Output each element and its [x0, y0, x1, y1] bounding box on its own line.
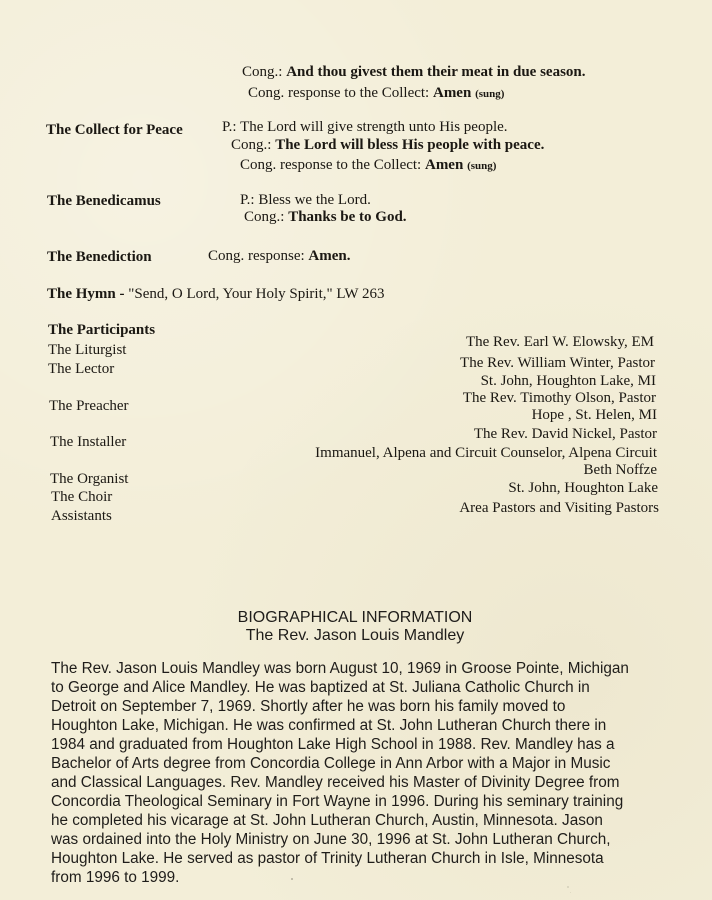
participant-role: The Preacher: [49, 398, 129, 414]
small-note: (sung): [467, 160, 497, 172]
bio-line: 1984 and graduated from Houghton Lake High School in 1988. Rev. Mandley has a: [51, 736, 615, 753]
participant-name: Immanuel, Alpena and Circuit Counselor, Alpena Circuit: [315, 445, 657, 461]
bold-text: Amen: [432, 85, 472, 101]
participant-name: Area Pastors and Visiting Pastors: [459, 500, 659, 516]
participant-role: The Choir: [51, 489, 113, 505]
participant-role: Assistants: [51, 508, 112, 524]
bio-line: to George and Alice Mandley. He was baptized at St. Juliana Catholic Church in: [51, 679, 590, 696]
bio-line: from 1996 to 1999.: [51, 869, 180, 886]
bio-line: Detroit on September 7, 1969. Shortly after he was born his family moved to: [51, 698, 566, 715]
bold-text: And thou givest them their meat in due season.: [286, 64, 586, 80]
bio-line: The Rev. Jason Louis Mandley was born August 10, 1969 in Groose Pointe, Michigan: [51, 660, 629, 677]
participant-name: The Rev. David Nickel, Pastor: [473, 426, 657, 442]
benediction-heading: The Benediction: [47, 249, 152, 265]
collect-peace-line-1: P.: The Lord will give strength unto His people.: [222, 119, 508, 135]
benedicamus-heading: The Benedicamus: [47, 193, 161, 209]
benedicamus-line-2: [244, 208, 407, 226]
hymn-line: [47, 285, 385, 303]
collect-peace-line-3: [240, 156, 496, 175]
bold-text: Amen.: [308, 248, 351, 264]
bold-text: Amen: [424, 157, 464, 173]
bio-line: and Classical Languages. Rev. Mandley received his Master of Divinity Degree from: [51, 774, 620, 791]
label: Cong. response:: [208, 248, 305, 264]
participant-name: St. John, Houghton Lake, MI: [480, 373, 656, 389]
bio-subheading: The Rev. Jason Louis Mandley: [245, 627, 465, 644]
hymn-heading: The Hymn -: [47, 286, 125, 302]
bio-heading: BIOGRAPHICAL INFORMATION: [237, 609, 473, 626]
bio-line: Bachelor of Arts degree from Concordia College in Ann Arbor with a Major in Music: [51, 755, 611, 772]
top-response-line: [248, 84, 504, 103]
bio-line: Concordia Theological Seminary in Fort Wayne in 1996. During his seminary training: [51, 793, 624, 810]
label: Cong.:: [244, 209, 285, 225]
participants-heading: The Participants: [48, 322, 156, 338]
participant-name: Beth Noffze: [583, 462, 657, 478]
hymn-text: "Send, O Lord, Your Holy Spirit," LW 263: [128, 286, 385, 302]
participant-role: The Liturgist: [48, 342, 127, 358]
bio-line: he completed his vicarage at St. John Lutheran Church, Austin, Minnesota. Jason: [51, 812, 603, 829]
bold-text: The Lord will bless His people with peace.: [275, 137, 545, 153]
benedicamus-line-1: P.: Bless we the Lord.: [240, 192, 371, 208]
top-cong-line: [242, 63, 586, 81]
collect-peace-heading: The Collect for Peace: [46, 122, 183, 138]
participant-role: The Lector: [48, 361, 115, 377]
bold-text: Thanks be to God.: [288, 209, 407, 225]
label: Cong.:: [231, 137, 272, 153]
participant-role: The Installer: [50, 434, 127, 450]
paper-speck: [291, 878, 293, 880]
bio-line: Houghton Lake, Michigan. He was confirmed at St. John Lutheran Church there in: [51, 717, 607, 734]
participant-name: St. John, Houghton Lake: [508, 480, 658, 496]
bio-line: was ordained into the Holy Ministry on June 30, 1996 at St. John Lutheran Church,: [51, 831, 611, 848]
small-note: (sung): [475, 88, 505, 100]
label: Cong. response to the Collect:: [248, 85, 430, 101]
label: Cong. response to the Collect:: [240, 157, 422, 173]
bio-line: Houghton Lake. He served as pastor of Trinity Lutheran Church in Isle, Minnesota: [51, 850, 604, 867]
benediction-line: [208, 247, 351, 265]
participant-name: The Rev. Timothy Olson, Pastor: [462, 390, 656, 406]
participant-name: Hope , St. Helen, MI: [531, 407, 657, 423]
participant-name: The Rev. William Winter, Pastor: [460, 355, 655, 371]
paper-speck: [570, 892, 571, 893]
paper-speck: [567, 886, 569, 888]
participant-role: The Organist: [50, 471, 129, 487]
collect-peace-line-2: [231, 136, 544, 154]
participant-name: The Rev. Earl W. Elowsky, EM: [465, 334, 654, 350]
label: Cong.:: [242, 64, 283, 80]
